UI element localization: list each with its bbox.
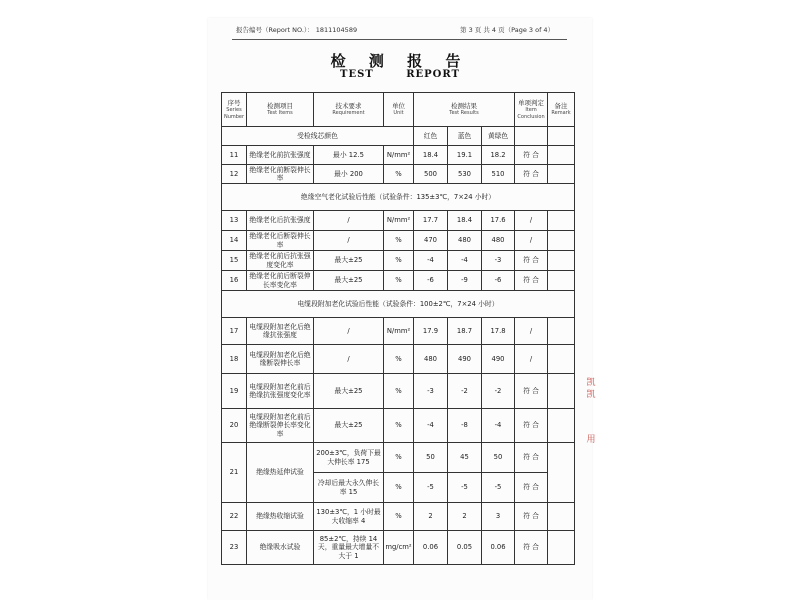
row-result-3: 3 <box>482 503 515 531</box>
row-conclusion: 符 合 <box>515 473 548 503</box>
stamp-mark-lower: 用 <box>586 435 596 445</box>
row-result-2: 2 <box>448 503 482 531</box>
row-result-3: -2 <box>482 374 515 409</box>
row-unit: % <box>384 374 414 409</box>
row-item: 绝缘老化前后断裂伸长率变化率 <box>247 271 314 291</box>
row-result-2: -8 <box>448 409 482 443</box>
col-item: 检测项目 Test Items <box>247 93 314 127</box>
row-unit: % <box>384 409 414 443</box>
row-unit: % <box>384 251 414 271</box>
row-result-2: 18.4 <box>448 211 482 231</box>
row-conclusion: / <box>515 211 548 231</box>
col-conclusion: 单项判定 Item Conclusion <box>515 93 548 127</box>
row-item: 绝缘吸水试验 <box>247 531 314 565</box>
row-result-3: 50 <box>482 443 515 473</box>
core-color-label: 受检线芯颜色 <box>222 127 414 146</box>
row-no: 14 <box>222 231 247 251</box>
row-unit: N/mm² <box>384 318 414 345</box>
core-color-3: 黄绿色 <box>482 127 515 146</box>
report-number: 报告编号（Report NO.）： 1811104589 <box>236 26 358 34</box>
section-row <box>222 184 575 211</box>
row-result-2: 490 <box>448 345 482 374</box>
table-row <box>222 146 575 165</box>
row-result-2: 18.7 <box>448 318 482 345</box>
row-req: 最小 12.5 <box>314 146 384 165</box>
row-result-1: -4 <box>414 409 448 443</box>
row-no: 12 <box>222 165 247 184</box>
table-row <box>222 443 575 473</box>
row-remark <box>548 531 575 565</box>
row-remark <box>548 374 575 409</box>
row-conclusion: / <box>515 318 548 345</box>
row-remark <box>548 146 575 165</box>
row-result-3: 17.6 <box>482 211 515 231</box>
row-req: / <box>314 318 384 345</box>
header-divider <box>232 39 567 40</box>
table-row <box>222 503 575 531</box>
row-req: / <box>314 231 384 251</box>
row-result-2: 19.1 <box>448 146 482 165</box>
table-row <box>222 318 575 345</box>
row-result-2: -9 <box>448 271 482 291</box>
row-remark <box>548 231 575 251</box>
row-unit: % <box>384 473 414 503</box>
row-req: 最大±25 <box>314 409 384 443</box>
row-result-1: 17.7 <box>414 211 448 231</box>
row-remark <box>548 318 575 345</box>
row-remark <box>548 503 575 531</box>
core-color-1: 红色 <box>414 127 448 146</box>
row-result-1: -3 <box>414 374 448 409</box>
page-indicator: 第 3 页 共 4 页（Page 3 of 4） <box>460 26 555 34</box>
row-unit: mg/cm² <box>384 531 414 565</box>
row-unit: N/mm² <box>384 211 414 231</box>
row-result-3: -6 <box>482 271 515 291</box>
row-result-3: 480 <box>482 231 515 251</box>
row-unit: % <box>384 443 414 473</box>
row-conclusion: 符 合 <box>515 409 548 443</box>
row-item: 绝缘老化后抗张强度 <box>247 211 314 231</box>
col-unit: 单位 Unit <box>384 93 414 127</box>
row-remark <box>548 443 575 503</box>
row-conclusion: 符 合 <box>515 531 548 565</box>
row-no: 13 <box>222 211 247 231</box>
row-result-1: -6 <box>414 271 448 291</box>
row-result-2: 530 <box>448 165 482 184</box>
row-conclusion: 符 合 <box>515 374 548 409</box>
row-result-1: 500 <box>414 165 448 184</box>
row-unit: % <box>384 345 414 374</box>
core-color-row <box>222 127 575 146</box>
results-table <box>221 92 575 565</box>
row-result-1: 17.9 <box>414 318 448 345</box>
row-conclusion: / <box>515 231 548 251</box>
row-conclusion: 符 合 <box>515 146 548 165</box>
row-result-1: 0.06 <box>414 531 448 565</box>
table-row <box>222 271 575 291</box>
row-no: 19 <box>222 374 247 409</box>
report-title-en: TEST REPORT <box>340 69 460 80</box>
row-result-1: 50 <box>414 443 448 473</box>
row-result-3: -4 <box>482 409 515 443</box>
col-remark: 备注 Remark <box>548 93 575 127</box>
row-conclusion: / <box>515 345 548 374</box>
table-row <box>222 374 575 409</box>
table-row <box>222 345 575 374</box>
row-item: 绝缘老化前断裂伸长率 <box>247 165 314 184</box>
row-remark <box>548 271 575 291</box>
row-no: 21 <box>222 443 247 503</box>
row-req: 冷却后最大永久伸长率 15 <box>314 473 384 503</box>
section-cable-aging: 电缆段附加老化试验后性能（试验条件：100±2℃，7×24 小时） <box>222 291 575 318</box>
row-unit: % <box>384 165 414 184</box>
col-result: 检测结果 Test Results <box>414 93 515 127</box>
row-req: / <box>314 211 384 231</box>
row-req: 85±2℃，持续 14 天，重量最大增量不大于 1 <box>314 531 384 565</box>
row-item: 电缆段附加老化前后绝缘断裂伸长率变化率 <box>247 409 314 443</box>
row-remark <box>548 345 575 374</box>
row-result-3: 510 <box>482 165 515 184</box>
row-no: 20 <box>222 409 247 443</box>
row-no: 11 <box>222 146 247 165</box>
row-no: 23 <box>222 531 247 565</box>
row-result-3: 490 <box>482 345 515 374</box>
row-result-1: 2 <box>414 503 448 531</box>
row-item: 绝缘老化后断裂伸长率 <box>247 231 314 251</box>
row-unit: % <box>384 231 414 251</box>
row-unit: % <box>384 271 414 291</box>
row-remark <box>548 165 575 184</box>
row-result-2: -4 <box>448 251 482 271</box>
row-result-3: -3 <box>482 251 515 271</box>
row-result-2: -2 <box>448 374 482 409</box>
row-result-1: 18.4 <box>414 146 448 165</box>
row-req: 最大±25 <box>314 374 384 409</box>
row-result-2: -5 <box>448 473 482 503</box>
table-row <box>222 165 575 184</box>
row-remark <box>548 409 575 443</box>
row-result-2: 45 <box>448 443 482 473</box>
section-row <box>222 291 575 318</box>
row-item: 绝缘老化前抗张强度 <box>247 146 314 165</box>
row-req: 130±3℃，1 小时最大收缩率 4 <box>314 503 384 531</box>
row-req: 最大±25 <box>314 251 384 271</box>
row-result-3: -5 <box>482 473 515 503</box>
table-row <box>222 231 575 251</box>
stamp-mark: 凯 凯 <box>586 378 596 400</box>
row-conclusion: 符 合 <box>515 503 548 531</box>
section-air-aging: 绝缘空气老化试验后性能（试验条件：135±3℃，7×24 小时） <box>222 184 575 211</box>
table-row <box>222 409 575 443</box>
row-req: 200±3℃，负荷下最大伸长率 175 <box>314 443 384 473</box>
row-result-3: 17.8 <box>482 318 515 345</box>
row-no: 22 <box>222 503 247 531</box>
row-no: 18 <box>222 345 247 374</box>
col-no: 序号 Series Number <box>222 93 247 127</box>
row-result-1: -4 <box>414 251 448 271</box>
row-req: 最大±25 <box>314 271 384 291</box>
core-color-2: 蓝色 <box>448 127 482 146</box>
row-no: 15 <box>222 251 247 271</box>
row-no: 17 <box>222 318 247 345</box>
row-item: 绝缘老化前后抗张强度变化率 <box>247 251 314 271</box>
table-row <box>222 251 575 271</box>
row-unit: % <box>384 503 414 531</box>
table-row <box>222 531 575 565</box>
row-remark <box>548 211 575 231</box>
row-item: 绝缘热收缩试验 <box>247 503 314 531</box>
row-conclusion: 符 合 <box>515 251 548 271</box>
row-result-3: 0.06 <box>482 531 515 565</box>
row-no: 16 <box>222 271 247 291</box>
row-result-1: 470 <box>414 231 448 251</box>
row-result-3: 18.2 <box>482 146 515 165</box>
row-remark <box>548 251 575 271</box>
row-item: 电缆段附加老化前后绝缘抗张强度变化率 <box>247 374 314 409</box>
report-title-cn: 检 测 报 告 <box>330 52 470 70</box>
row-conclusion: 符 合 <box>515 271 548 291</box>
table-header-row <box>222 93 575 127</box>
row-result-1: -5 <box>414 473 448 503</box>
row-result-2: 0.05 <box>448 531 482 565</box>
col-req: 技术要求 Requirement <box>314 93 384 127</box>
row-result-1: 480 <box>414 345 448 374</box>
row-item: 绝缘热延伸试验 <box>247 443 314 503</box>
row-req: / <box>314 345 384 374</box>
row-req: 最小 200 <box>314 165 384 184</box>
row-conclusion: 符 合 <box>515 443 548 473</box>
row-item: 电缆段附加老化后绝缘抗张强度 <box>247 318 314 345</box>
row-conclusion: 符 合 <box>515 165 548 184</box>
row-unit: N/mm² <box>384 146 414 165</box>
row-result-2: 480 <box>448 231 482 251</box>
row-item: 电缆段附加老化后绝缘断裂伸长率 <box>247 345 314 374</box>
table-row <box>222 211 575 231</box>
